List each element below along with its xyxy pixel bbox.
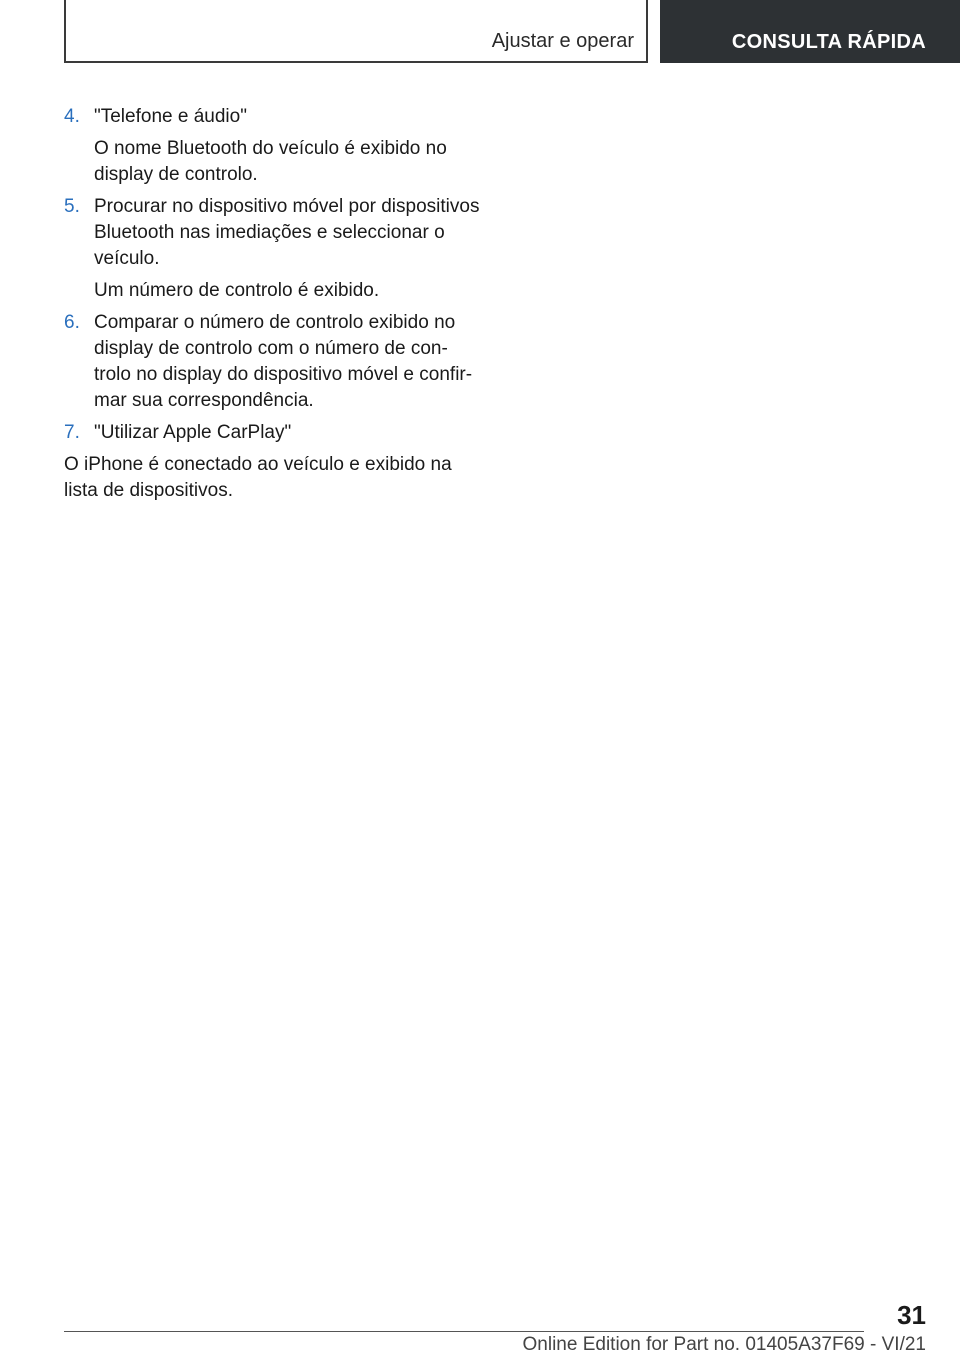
outcome-paragraph	[64, 452, 494, 504]
instructions	[64, 104, 494, 504]
step-6	[64, 310, 494, 414]
outcome-line: lista de dispositivos.	[64, 480, 233, 501]
step-number: 4.	[64, 106, 80, 127]
step-number: 5.	[64, 196, 80, 217]
footer-edition: Online Edition for Part no. 01405A37F69 - VI/21	[522, 1334, 926, 1355]
step-text: "Utilizar Apple CarPlay"	[94, 422, 292, 443]
step-text: Procurar no dispositivo móvel por dispositivos	[94, 196, 480, 217]
step-result	[94, 136, 494, 188]
outcome-line: O iPhone é conectado ao veículo e exibido na	[64, 454, 452, 475]
step-4	[64, 104, 494, 188]
step-number: 6.	[64, 312, 80, 333]
step-result-line: O nome Bluetooth do veículo é exibido no	[94, 138, 447, 159]
step-text: Bluetooth nas imediações e seleccionar o	[94, 222, 445, 243]
step-text: trolo no display do dispositivo móvel e confir‐	[94, 364, 473, 385]
footer-divider	[64, 1331, 864, 1332]
step-text: veículo.	[94, 248, 160, 269]
step-text: display de controlo com o número de con‐	[94, 338, 448, 359]
section-title: Ajustar e operar	[491, 30, 634, 52]
step-5	[64, 194, 494, 304]
step-text: Comparar o número de controlo exibido no	[94, 312, 456, 333]
step-result-line: Um número de controlo é exibido.	[94, 280, 380, 301]
step-text: mar sua correspondência.	[94, 390, 314, 411]
header-section-box	[64, 0, 648, 63]
quick-reference-tab	[660, 0, 960, 63]
step-7	[64, 420, 494, 446]
tab-label: CONSULTA RÁPIDA	[731, 31, 926, 53]
step-result-line: display de controlo.	[94, 164, 258, 185]
step-text: "Telefone e áudio"	[94, 106, 247, 127]
step-number: 7.	[64, 422, 80, 443]
page-number: 31	[897, 1300, 926, 1330]
step-result	[94, 278, 494, 304]
